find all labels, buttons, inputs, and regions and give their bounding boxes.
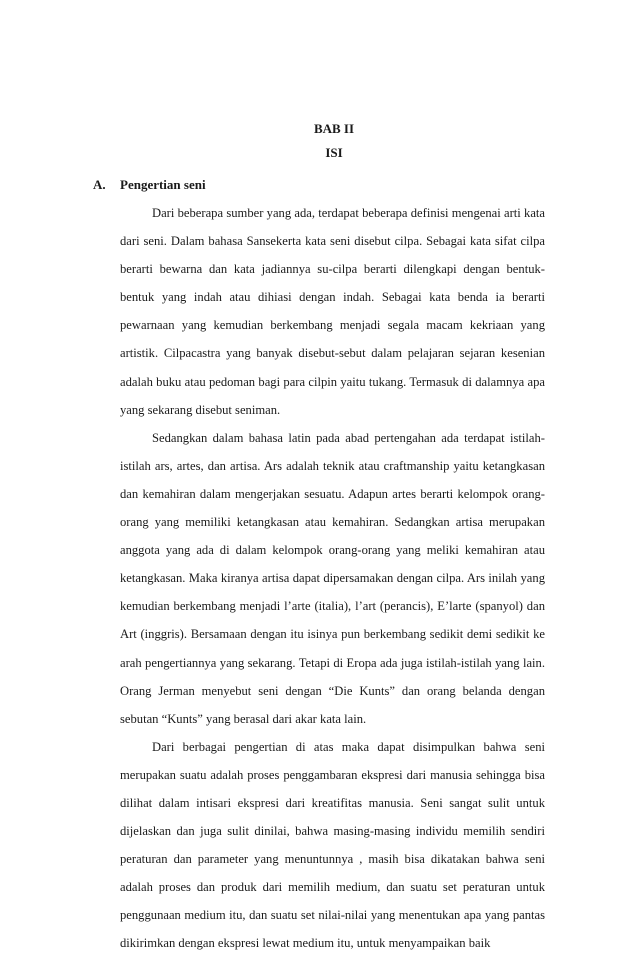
section-title: Pengertian seni (120, 177, 206, 192)
section-letter: A. (93, 177, 106, 192)
paragraph: Dari berbagai pengertian di atas maka dapat disimpulkan bahwa seni merupakan suatu adalah proses penggambaran ekspresi dari manusia sehingga bisa dilihat dalam intisari ekspresi dari kreatifitas manusia. Seni sangat sulit untuk dijelaskan dan juga sulit dinilai, bahwa masing-masing individu memilih sendiri peraturan dan parameter yang menuntunnya , masih bisa dikatakan bahwa seni adalah proses dan produk dari memilih medium, dan suatu set peraturan untuk penggunaan medium itu, dan suatu set nilai-nilai yang menentukan apa yang pantas dikirimkan dengan ekspresi lewat medium itu, untuk menyampaikan baik (120, 739, 545, 951)
chapter-subtitle: ISI (325, 145, 343, 160)
chapter-title: BAB II (313, 121, 355, 136)
paragraph: Sedangkan dalam bahasa latin pada abad pertengahan ada terdapat istilah-istilah ars, artes, dan artisa. Ars adalah teknik atau craftmanship yaitu ketangkasan dan kemahiran dalam mengerjakan sesuatu. Adapun artes berarti kelompok orang-orang yang memiliki ketangkasan atau kemahiran. Sedangkan artisa merupakan anggota yang ada di dalam kelompok orang-orang yang meliki kemahiran atau ketangkasan. Maka kiranya artisa dapat dipersamakan dengan cilpa. Ars inilah yang kemudian berkembang menjadi l’arte (italia), l’art (perancis), E’larte (spanyol) dan Art (inggris). Bersamaan dengan itu isinya pun berkembang sedikit demi sedikit ke arah pengertiannya yang sekarang. Tetapi di Eropa ada juga istilah-istilah yang lain. Orang Jerman menyebut seni dengan “Die Kunts” dan orang belanda dengan sebutan “Kunts” yang berasal dari akar kata lain. (120, 430, 545, 726)
section-heading (93, 177, 206, 193)
body-text (120, 199, 545, 958)
paragraph: Dari beberapa sumber yang ada, terdapat beberapa definisi mengenai arti kata dari seni. Dalam bahasa Sansekerta kata seni disebut cilpa. Sebagai kata sifat cilpa berarti bewarna dan kata jadiannya su-cilpa berarti dilengkapi dengan bentuk-bentuk yang indah atau dihiasi dengan indah. Sebagai kata benda ia berarti pewarnaan yang kemudian berkembang menjadi segala macam kekriaan yang artistik. Cilpacastra yang banyak disebut-sebut dalam pelajaran sejaran kesenian adalah buku atau pedoman bagi para cilpin yaitu tukang. Termasuk di dalamnya apa yang sekarang disebut seniman. (120, 206, 545, 417)
